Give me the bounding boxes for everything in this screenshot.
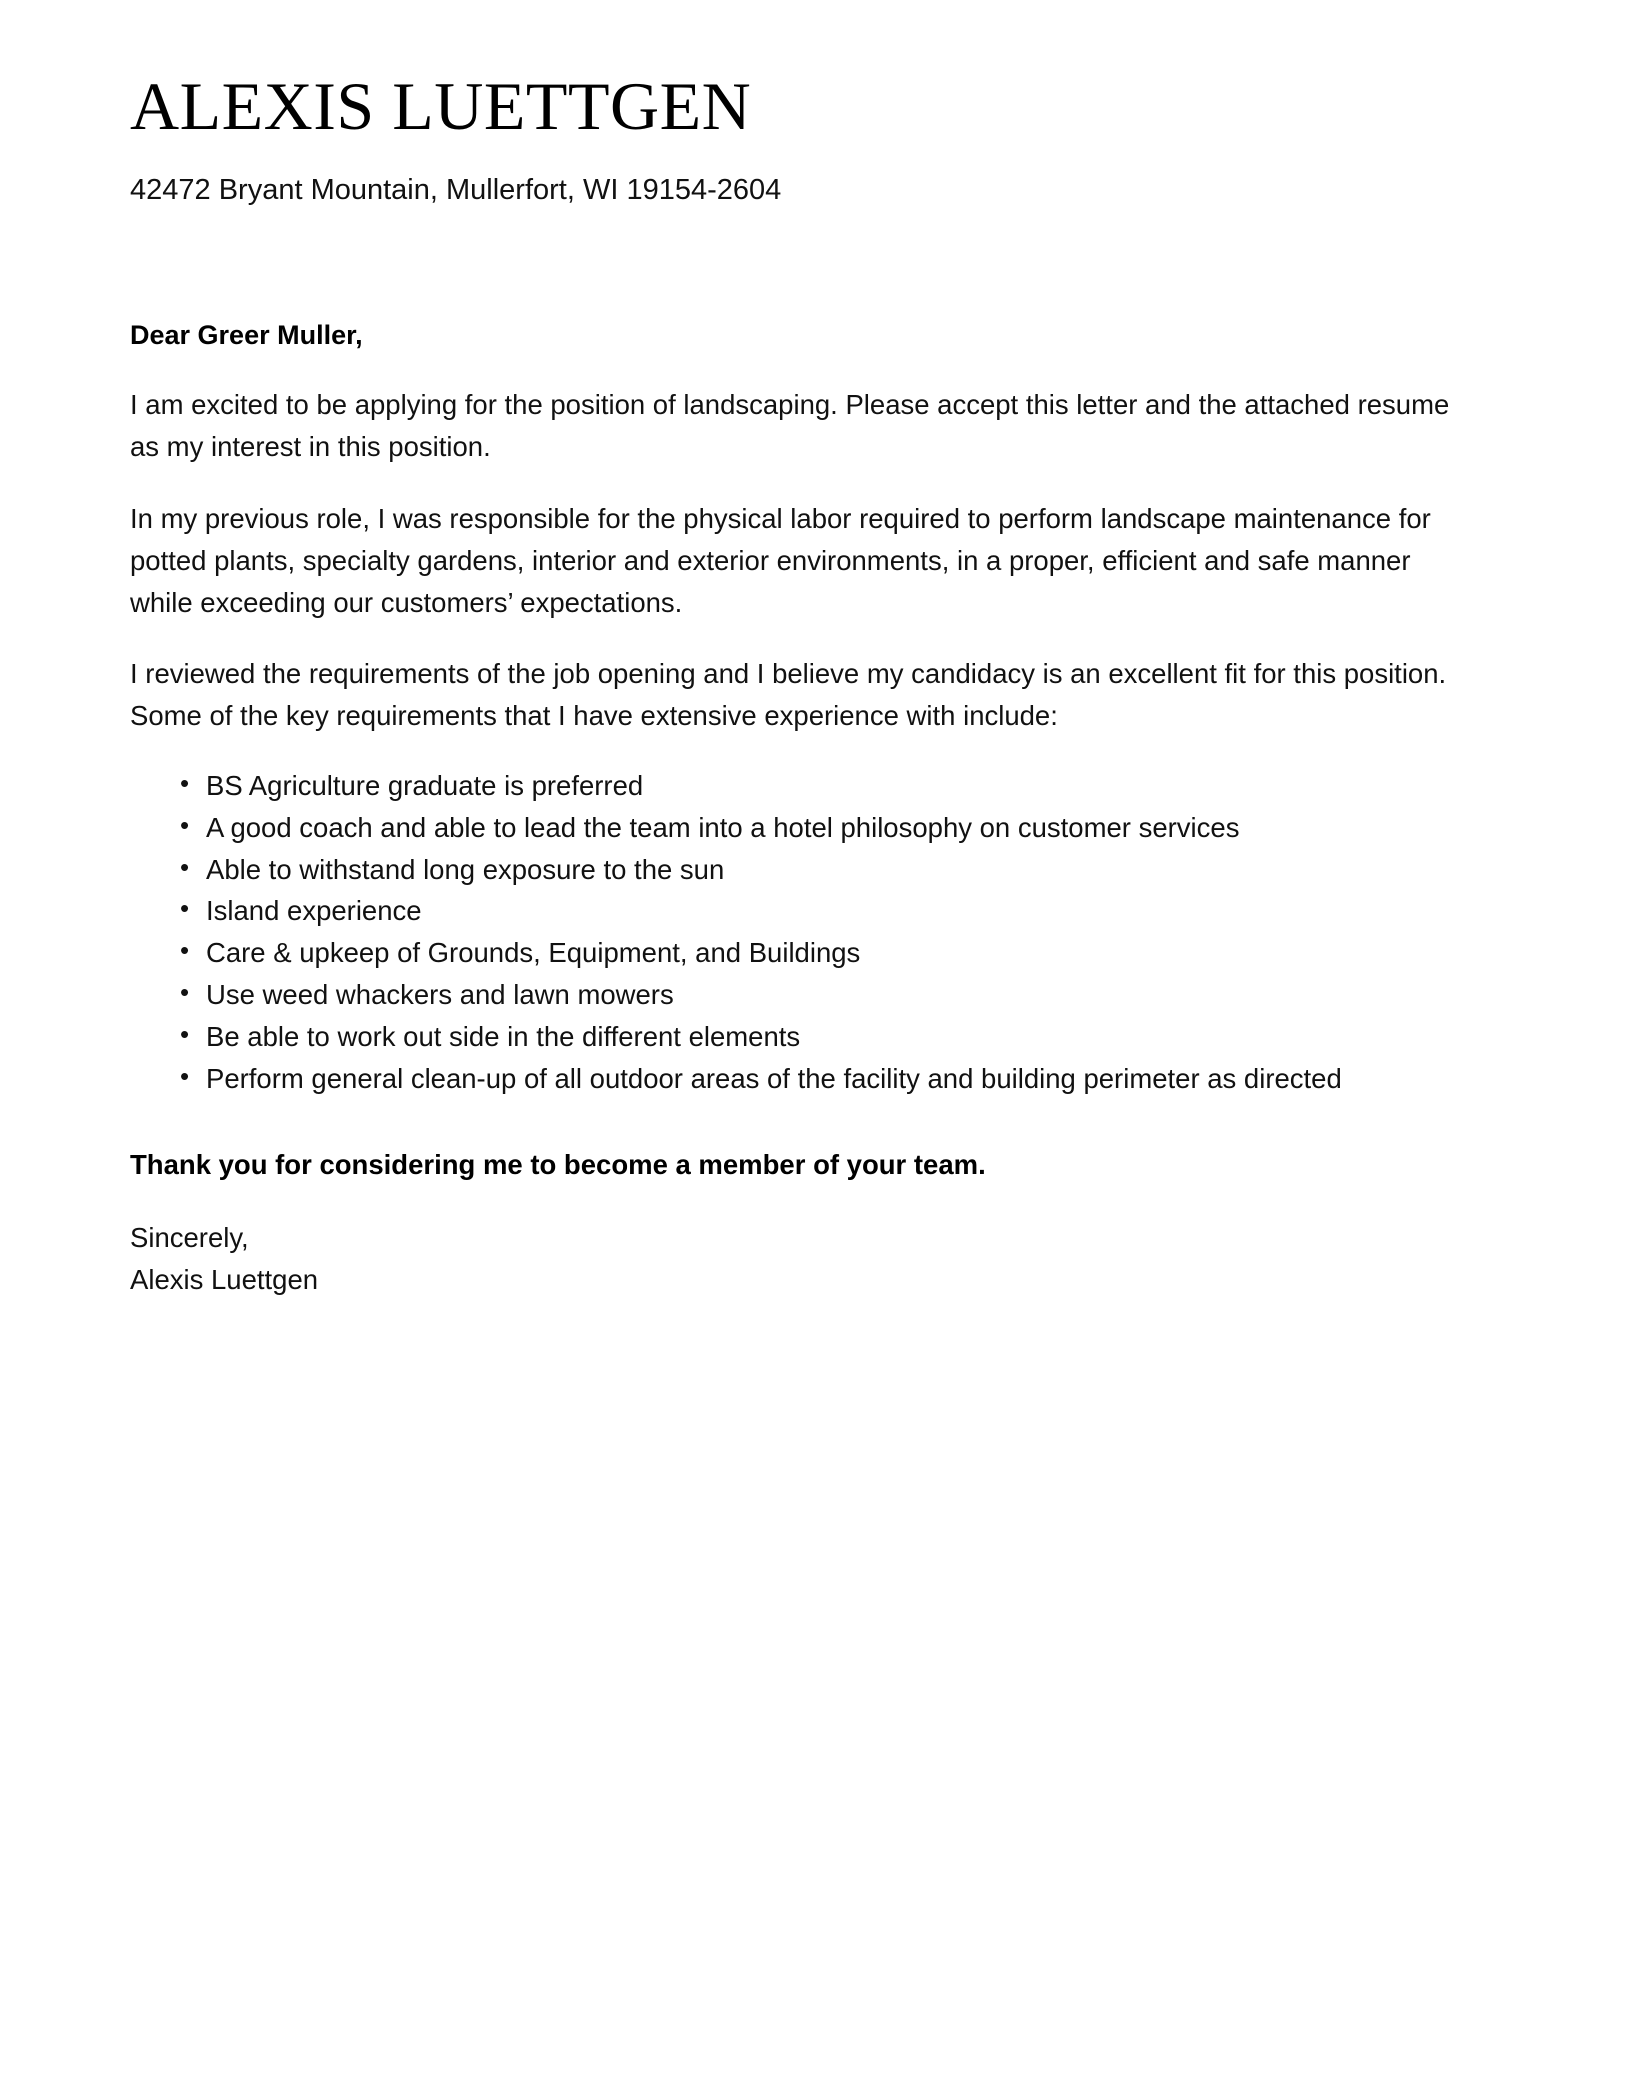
list-item: • Island experience	[180, 890, 1480, 932]
signature-name: Alexis Luettgen	[130, 1264, 319, 1295]
paragraph-intro: I am excited to be applying for the position of landscaping. Please accept this letter and the attached resume as my interest in this position.	[130, 389, 1450, 463]
list-item: • BS Agriculture graduate is preferred	[180, 765, 1480, 807]
salutation: Dear Greer Muller,	[130, 319, 363, 350]
list-item: • A good coach and able to lead the team into a hotel philosophy on customer services	[180, 807, 1480, 849]
paragraph-experience: In my previous role, I was responsible for the physical labor required to perform landscape maintenance for potted plants, specialty gardens, interior and exterior environments, in a proper, efficient and safe manner while exceeding our customers’ expectations.	[130, 502, 1431, 618]
list-item: • Care & upkeep of Grounds, Equipment, and Buildings	[180, 932, 1480, 974]
paragraph-requirements-intro: I reviewed the requirements of the job opening and I believe my candidacy is an excellent fit for this position. Some of the key requirements that I have extensive experience with include:	[130, 658, 1447, 732]
list-item: • Be able to work out side in the different elements	[180, 1016, 1480, 1058]
list-item: • Able to withstand long exposure to the sun	[180, 849, 1480, 891]
list-item: • Perform general clean-up of all outdoor areas of the facility and building perimeter as directed	[180, 1058, 1480, 1100]
contact-address: 42472 Bryant Mountain, Mullerfort, WI 19154-2604	[130, 174, 782, 207]
requirements-list	[130, 765, 1480, 1099]
list-item: • Use weed whackers and lawn mowers	[180, 974, 1480, 1016]
page-title: ALEXIS LUETTGEN	[130, 68, 752, 144]
letter-body	[130, 70, 1480, 1301]
closing-salutation: Sincerely,	[130, 1222, 249, 1254]
thank-you-statement: Thank you for considering me to become a member of your team.	[130, 1149, 986, 1181]
